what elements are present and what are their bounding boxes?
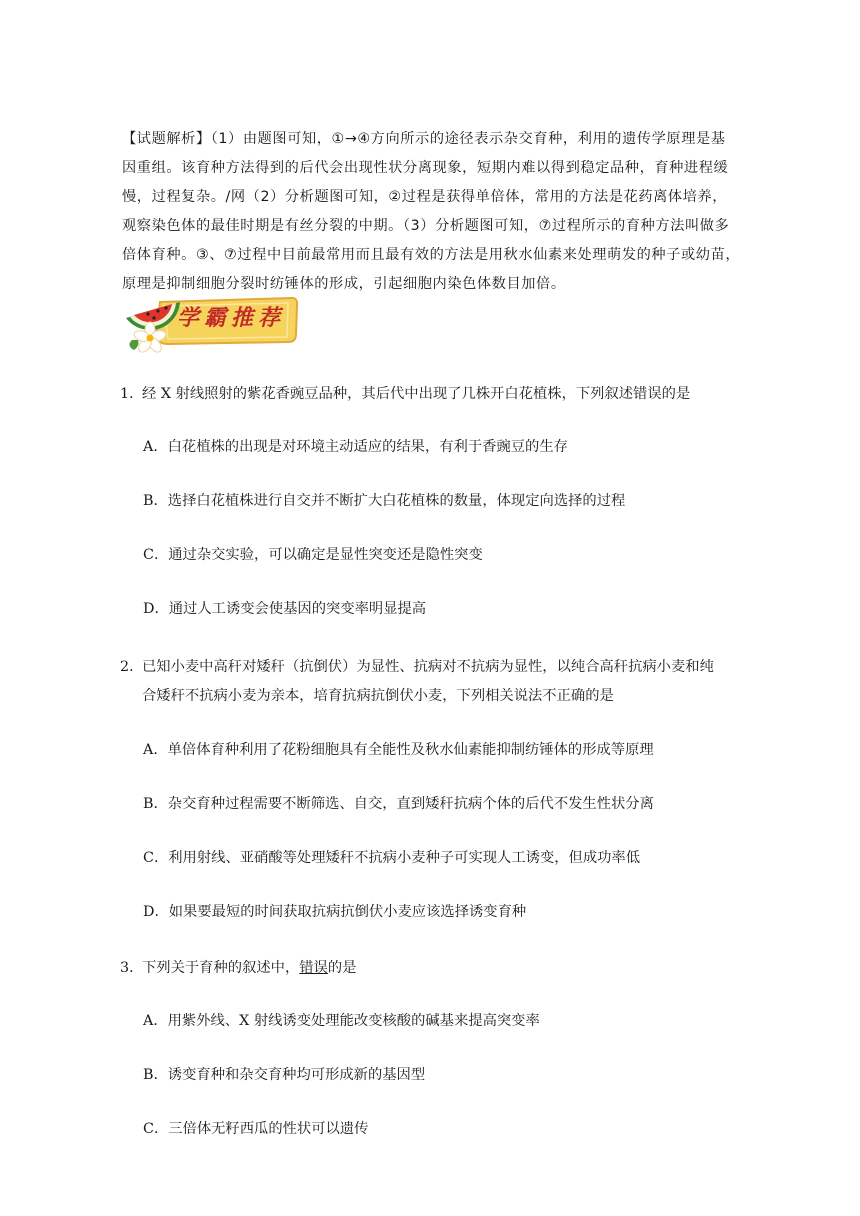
question-1-option-b: B．选择白花植株进行自交并不断扩大白花植株的数量，体现定向选择的过程: [143, 493, 626, 509]
analysis-line: 因重组。该育种方法得到的后代会出现性状分离现象，短期内难以得到稳定品种，育种进程缓: [122, 160, 729, 176]
analysis-paragraph: [122, 125, 742, 299]
question-2-option-b: B．杂交育种过程需要不断筛选、自交，直到矮秆抗病个体的后代不发生性状分离: [143, 796, 654, 812]
question-text: 已知小麦中高秆对矮秆（抗倒伏）为显性、抗病对不抗病为显性，以纯合高秆抗病小麦和纯: [142, 659, 714, 675]
question-2-stem: [120, 653, 750, 711]
question-number: 1．: [120, 386, 144, 402]
question-2-option-d: D．如果要最短的时间获取抗病抗倒伏小麦应该选择诱变育种: [143, 904, 527, 920]
question-2-option-a: A．单倍体育种利用了花粉细胞具有全能性及秋水仙素能抑制纺锤体的形成等原理: [143, 742, 654, 758]
question-1-option-d: D．通过人工诱变会使基因的突变率明显提高: [143, 601, 427, 617]
banner-title: 学霸推荐: [176, 306, 285, 331]
question-1-option-c: C．通过杂交实验，可以确定是显性突变还是隐性突变: [143, 547, 483, 563]
question-3-option-b: B．诱变育种和杂交育种均可形成新的基因型: [143, 1067, 426, 1083]
section-banner: [120, 288, 300, 354]
question-text: 经 X 射线照射的紫花香豌豆品种，其后代中出现了几株开白花植株，下列叙述错误的是: [142, 386, 691, 402]
question-text: 的是: [327, 960, 357, 976]
analysis-line: 原理是抑制细胞分裂时纺锤体的形成，引起细胞内染色体数目加倍。: [122, 276, 566, 292]
question-text: 下列关于育种的叙述中，: [142, 960, 300, 976]
question-3-stem: [120, 954, 750, 983]
analysis-line: 慢，过程复杂。/网（2）分析题图可知，②过程是获得单倍体，常用的方法是花药离体培养，: [122, 189, 728, 205]
question-3-option-a: A．用紫外线、X 射线诱变处理能改变核酸的碱基来提高突变率: [143, 1013, 540, 1029]
analysis-line: 【试题解析】（1）由题图可知，①→④方向所示的途径表示杂交育种，利用的遗传学原理是基: [122, 131, 726, 147]
question-2-option-c: C．利用射线、亚硝酸等处理矮秆不抗病小麦种子可实现人工诱变，但成功率低: [143, 850, 641, 866]
question-text: 合矮秆不抗病小麦为亲本，培育抗病抗倒伏小麦，下列相关说法不正确的是: [142, 688, 614, 704]
underlined-keyword: 错误: [299, 960, 328, 976]
question-number: 3．: [120, 960, 144, 976]
question-1-option-a: A．白花植株的出现是对环境主动适应的结果，有利于香豌豆的生存: [143, 439, 568, 455]
analysis-line: 倍体育种。③、⑦过程中目前最常用而且最有效的方法是用秋水仙素来处理萌发的种子或幼苗，: [122, 247, 741, 263]
analysis-line: 观察染色体的最佳时期是有丝分裂的中期。（3）分析题图可知，⑦过程所示的育种方法叫做多: [122, 218, 730, 234]
question-number: 2．: [120, 659, 144, 675]
question-1-stem: [120, 380, 750, 409]
question-3-option-c: C．三倍体无籽西瓜的性状可以遗传: [143, 1121, 369, 1137]
